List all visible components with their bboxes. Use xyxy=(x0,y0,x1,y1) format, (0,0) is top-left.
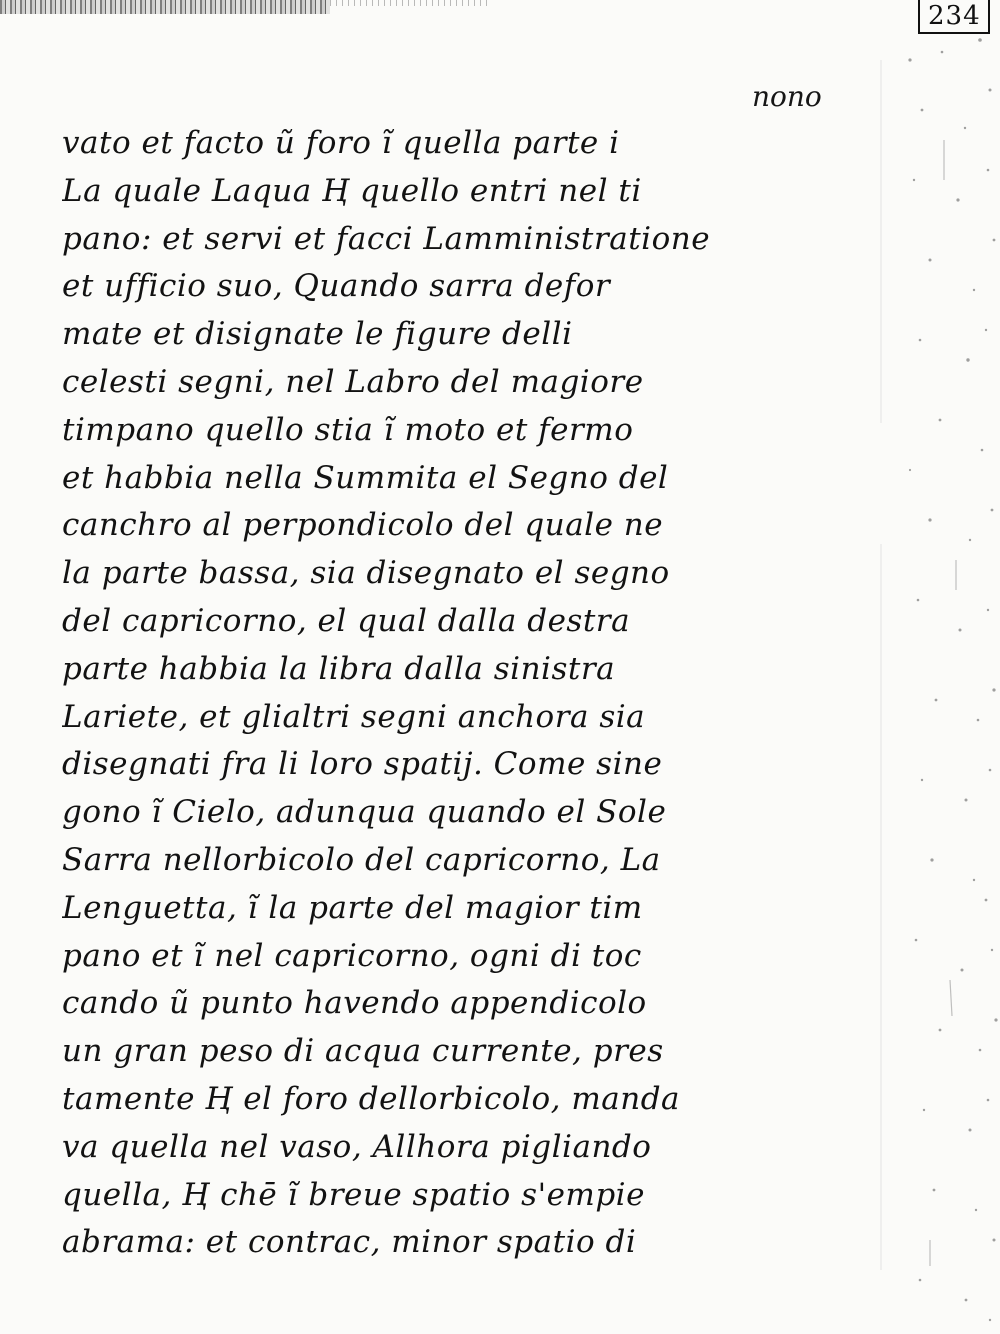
manuscript-line: mate et disignate le figure delli xyxy=(62,316,573,353)
manuscript-line: abrama: et contrac, minor spatio di xyxy=(62,1224,637,1261)
scan-noise-band xyxy=(0,0,330,14)
manuscript-line: la parte bassa, sia disegnato el segno xyxy=(62,555,670,592)
manuscript-line: et ufficio suo, Quando sarra defor xyxy=(62,268,611,305)
manuscript-line: canchro al perpondicolo del quale ne xyxy=(62,507,664,544)
manuscript-line: Sarra nellorbicolo del capricorno, La xyxy=(62,841,661,878)
folio-box xyxy=(918,0,990,34)
manuscript-line: Lariete, et glialtri segni anchora sia xyxy=(62,698,646,735)
manuscript-line: gono ĩ Cielo, adunqua quando el Sole xyxy=(62,794,667,831)
manuscript-line: timpano quello stia ĩ moto et fermo xyxy=(62,411,634,448)
manuscript-line: cando ũ punto havendo appendicolo xyxy=(62,985,647,1022)
manuscript-line: et habbia nella Summita el Segno del xyxy=(62,459,669,496)
manuscript-text xyxy=(62,120,822,1267)
manuscript-line: disegnati fra li loro spatij. Come sine xyxy=(62,746,663,783)
catchword: nono xyxy=(752,80,822,113)
bleed-through-marks xyxy=(870,0,1000,1334)
scan-noise-band-faint xyxy=(330,0,490,6)
manuscript-line: quella, Ⱨ chē ĩ breue spatio s'empie xyxy=(62,1176,645,1213)
manuscript-line: del capricorno, el qual dalla destra xyxy=(62,602,631,639)
manuscript-line: va quella nel vaso, Allhora pigliando xyxy=(62,1128,652,1165)
manuscript-line: pano: et servi et facci Lamministratione xyxy=(62,220,711,257)
manuscript-line: tamente Ⱨ el foro dellorbicolo, manda xyxy=(62,1080,681,1117)
manuscript-line: Lenguetta, ĩ la parte del magior tim xyxy=(62,889,643,926)
folio-number: 234 xyxy=(928,1,981,31)
manuscript-line: pano et ĩ nel capricorno, ogni di toc xyxy=(62,937,642,974)
manuscript-line: celesti segni, nel Labro del magiore xyxy=(62,363,644,400)
manuscript-line: un gran peso di acqua currente, pres xyxy=(62,1033,664,1070)
manuscript-line: parte habbia la libra dalla sinistra xyxy=(62,650,616,687)
manuscript-line: vato et facto ũ foro ĩ quella parte i xyxy=(62,125,620,161)
margin-rule xyxy=(880,60,882,1270)
manuscript-line: La quale Laqua Ⱨ quello entri nel ti xyxy=(62,172,642,209)
